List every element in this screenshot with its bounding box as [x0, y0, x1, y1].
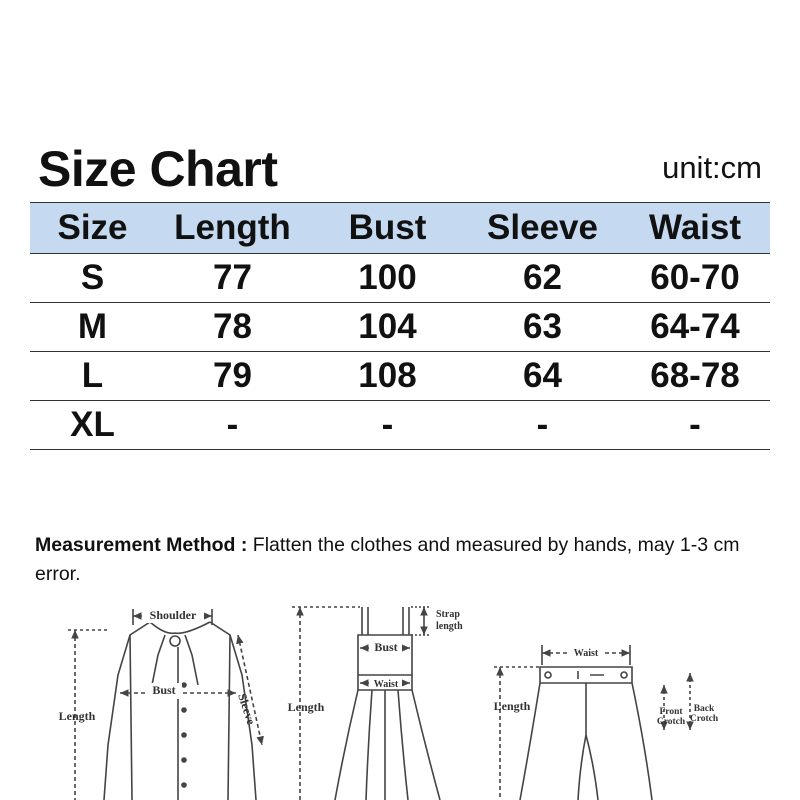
header-sleeve: Sleeve [465, 203, 620, 254]
table-row [30, 303, 770, 352]
unit-label: unit:cm [662, 150, 762, 185]
measurement-method [35, 531, 765, 589]
shirt-sleeve-label: Sleeve [235, 691, 259, 727]
cell-size: S [30, 254, 155, 303]
cell-size: L [30, 352, 155, 401]
cell-waist: - [620, 401, 770, 450]
header-waist: Waist [620, 203, 770, 254]
page-title: Size Chart [38, 141, 278, 197]
shirt-diagram [68, 609, 262, 800]
cell-size: XL [30, 401, 155, 450]
pants-length-label: Length [493, 699, 531, 713]
cell-waist: 64-74 [620, 303, 770, 352]
header-bust: Bust [310, 203, 465, 254]
pants-waist-label: Waist [573, 648, 599, 659]
pants-front-crotch-line2: Crotch [656, 717, 686, 727]
cell-length: 77 [155, 254, 310, 303]
cell-sleeve: - [465, 401, 620, 450]
cell-waist: 68-78 [620, 352, 770, 401]
size-table [30, 202, 770, 450]
cell-waist: 60-70 [620, 254, 770, 303]
cell-bust: - [310, 401, 465, 450]
measurement-method-text: Flatten the clothes and measured by hands, may 1-3 cm error. [35, 534, 740, 585]
dress-length-label: Length [287, 700, 325, 714]
cell-sleeve: 64 [465, 352, 620, 401]
pants-front-crotch-line1: Front [659, 707, 683, 717]
pants-back-crotch-line2: Crotch [689, 714, 719, 724]
cell-length: - [155, 401, 310, 450]
shirt-shoulder-label: Shoulder [149, 608, 197, 622]
table-header-row [30, 203, 770, 254]
dress-strap-label-line1: Strap [436, 609, 460, 620]
dress-bust-label: Bust [374, 640, 398, 654]
measurement-diagrams [0, 595, 800, 800]
cell-bust: 104 [310, 303, 465, 352]
table-row [30, 352, 770, 401]
dress-waist-label: Waist [373, 679, 399, 690]
table-row [30, 401, 770, 450]
cell-length: 79 [155, 352, 310, 401]
header-length: Length [155, 203, 310, 254]
cell-length: 78 [155, 303, 310, 352]
cell-bust: 108 [310, 352, 465, 401]
header-size: Size [30, 203, 155, 254]
dress-strap-label-line2: length [436, 621, 463, 632]
measurement-method-label: Measurement Method : [35, 534, 248, 556]
cell-bust: 100 [310, 254, 465, 303]
cell-size: M [30, 303, 155, 352]
cell-sleeve: 62 [465, 254, 620, 303]
cell-sleeve: 63 [465, 303, 620, 352]
shirt-length-label: Length [58, 709, 96, 723]
table-row [30, 254, 770, 303]
shirt-bust-label: Bust [152, 683, 176, 697]
pants-back-crotch-line1: Back [693, 704, 715, 714]
